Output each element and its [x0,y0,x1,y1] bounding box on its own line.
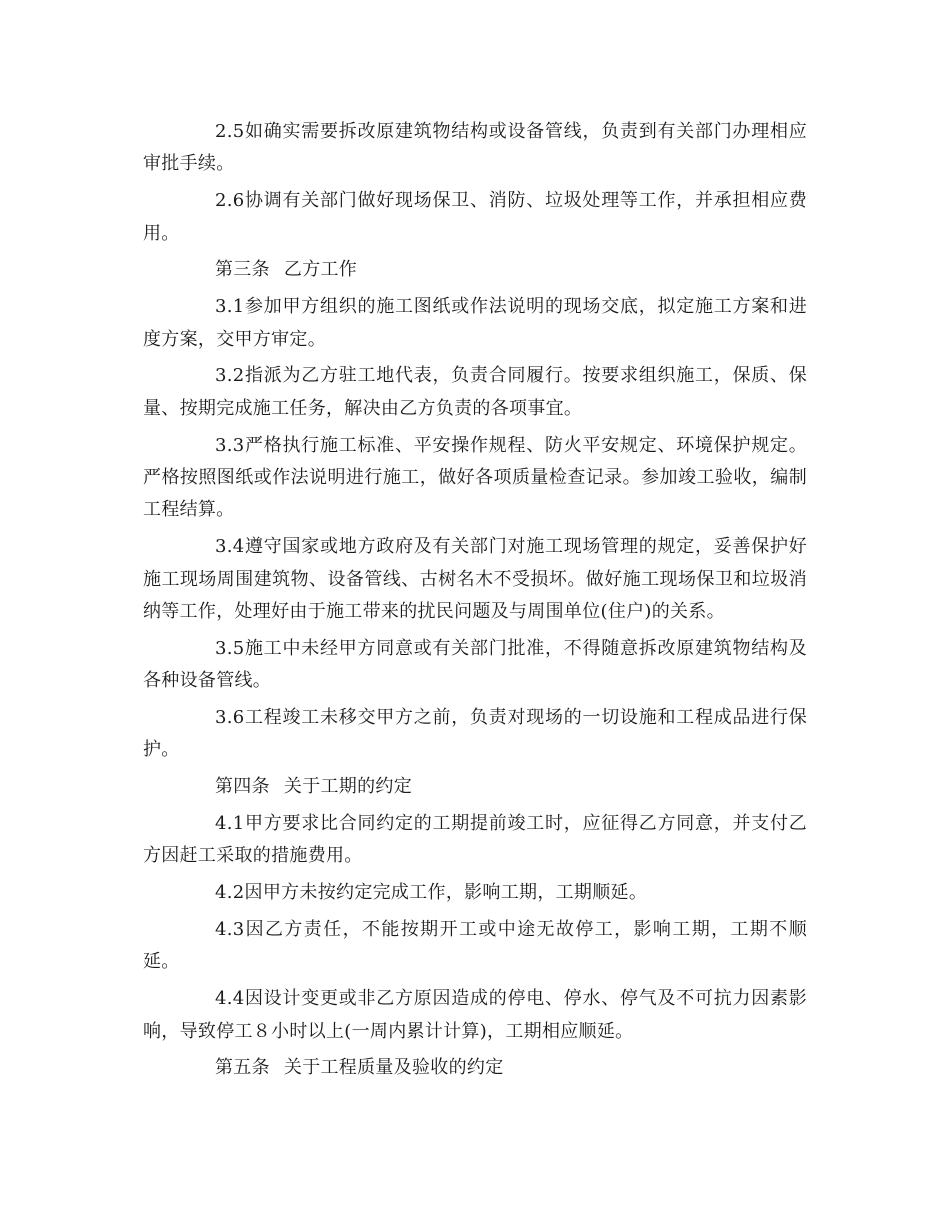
clause-4-2 [143,877,807,909]
clause-4-4 [143,983,807,1048]
clause-text: 因甲方未按约定完成工作，影响工期，工期顺延。 [244,882,648,904]
clause-2-5 [143,116,807,181]
article-3-heading [143,254,807,286]
article-title: 关于工程质量及验收的约定 [283,1057,504,1079]
clause-text: 指派为乙方驻工地代表，负责合同履行。按要求组织施工，保质、保量、按期完成施工任务，解决由乙方负责的各项事宜。 [143,365,807,419]
clause-3-1 [143,291,807,356]
article-title: 关于工期的约定 [283,776,413,798]
clause-number: 2.5 [215,121,245,142]
article-title: 乙方工作 [283,259,358,281]
clause-4-1 [143,808,807,873]
clause-number: 4.4 [215,988,245,1010]
clause-text: 遵守国家或地方政府及有关部门对施工现场管理的规定，妥善保护好施工现场周围建筑物、设备管线、古树名木不受损坏。做好施工现场保卫和垃圾消纳等工作，处理好由于施工带来的扰民问题及与周围单位(住户)的关系。 [143,536,807,623]
clause-text: 甲方要求比合同约定的工期提前竣工时，应征得乙方同意，并支付乙方因赶工采取的措施费用。 [143,813,807,867]
clause-text: 因乙方责任，不能按期开工或中途无故停工，影响工期，工期不顺延。 [143,919,807,973]
article-5-heading [143,1052,807,1084]
clause-number: 4.2 [215,882,245,904]
clause-4-3 [143,914,807,979]
clause-number: 3.5 [215,637,245,659]
clause-number: 3.1 [215,296,245,318]
clause-3-6 [143,702,807,767]
clause-2-6 [143,185,807,250]
clause-text: 参加甲方组织的施工图纸或作法说明的现场交底，拟定施工方案和进度方案，交甲方审定。 [143,296,807,350]
clause-number: 3.4 [215,536,245,558]
clause-text: 如确实需要拆改原建筑物结构或设备管线，负责到有关部门办理相应审批手续。 [143,121,807,175]
clause-text: 因设计变更或非乙方原因造成的停电、停水、停气及不可抗力因素影响，导致停工８小时以上(一周内累计计算)，工期相应顺延。 [143,988,807,1042]
document-body [143,116,807,1089]
clause-number: 4.3 [215,919,245,941]
clause-3-2 [143,360,807,425]
clause-text: 严格执行施工标准、平安操作规程、防火平安规定、环境保护规定。严格按照图纸或作法说明进行施工，做好各项质量检查记录。参加竣工验收，编制工程结算。 [143,434,807,521]
clause-text: 工程竣工未移交甲方之前，负责对现场的一切设施和工程成品进行保护。 [143,707,807,761]
clause-text: 协调有关部门做好现场保卫、消防、垃圾处理等工作，并承担相应费用。 [143,190,807,244]
clause-3-4 [143,531,807,628]
clause-number: 4.1 [215,813,245,835]
article-4-heading [143,771,807,803]
article-number: 第三条 [215,259,270,281]
clause-number: 3.3 [215,434,245,456]
clause-3-5 [143,633,807,698]
article-number: 第四条 [215,776,270,798]
clause-3-3 [143,430,807,527]
clause-text: 施工中未经甲方同意或有关部门批准，不得随意拆改原建筑物结构及各种设备管线。 [143,637,807,692]
clause-number: 2.6 [215,190,245,212]
clause-number: 3.6 [215,707,245,729]
clause-number: 3.2 [215,365,245,387]
article-number: 第五条 [215,1057,270,1079]
